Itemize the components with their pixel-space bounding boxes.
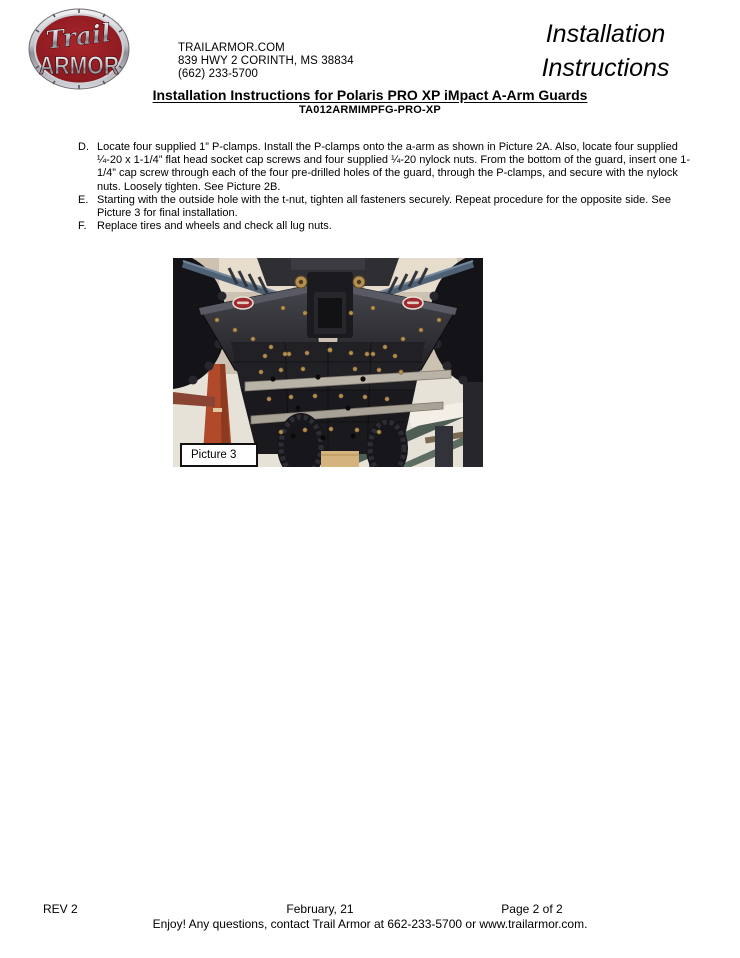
company-contact-block bbox=[178, 42, 354, 82]
doc-type-line1: Installation bbox=[545, 20, 666, 48]
footer-page-number: Page 2 of 2 bbox=[501, 902, 563, 916]
figure-caption-picture-3: Picture 3 bbox=[180, 443, 258, 467]
company-address: 839 HWY 2 CORINTH, MS 38834 bbox=[178, 55, 354, 68]
instruction-list bbox=[78, 141, 693, 233]
instruction-item-e bbox=[78, 194, 693, 220]
company-website: TRAILARMOR.COM bbox=[178, 42, 285, 54]
company-phone: (662) 233-5700 bbox=[178, 68, 259, 81]
footer-date: February, 21 bbox=[286, 902, 354, 916]
footer-contact-note: Enjoy! Any questions, contact Trail Armor at 662-233-5700 or www.trailarmor.com. bbox=[152, 917, 588, 931]
figure-picture-3 bbox=[173, 258, 483, 467]
logo-word-trail: Trail bbox=[44, 18, 113, 55]
item-letter: D. bbox=[78, 141, 89, 153]
part-number: TA012ARMIMPFG-PRO-XP bbox=[299, 104, 441, 116]
item-text: Replace tires and wheels and check all lug nuts. bbox=[97, 220, 332, 233]
doc-type-line2: Instructions bbox=[541, 54, 670, 82]
trail-armor-logo bbox=[28, 8, 130, 90]
logo-word-armor: ARMOR bbox=[39, 52, 119, 80]
doc-type-heading bbox=[498, 17, 713, 85]
item-letter: F. bbox=[78, 220, 87, 233]
utv-undercarriage-photo bbox=[173, 258, 483, 467]
footer-revision: REV 2 bbox=[43, 902, 78, 916]
item-text: Starting with the outside hole with the t-nut, tighten all fasteners securely. Repeat procedure for the opposite side. See Picture 3 for final installation. bbox=[97, 193, 671, 220]
item-text: Locate four supplied 1” P-clamps. Install the P-clamps onto the a-arm as shown in Picture 2A. Also, locate four supplied ¼-20 x 1-1/4” flat head socket cap screws and four supplied ¼-20 nylock nuts. From the bottom of the guard, insert one 1-1/4” cap screw through each of the four pre-drilled holes of the guard, through the P-clamps, and secure with the nylock nuts. Loosely tighten. See Picture 2B. bbox=[97, 141, 691, 193]
trail-armor-logo-badge-icon bbox=[28, 8, 130, 90]
instruction-item-f bbox=[78, 220, 693, 233]
page-title: Installation Instructions for Polaris PRO XP iMpact A-Arm Guards bbox=[152, 87, 588, 103]
title-row bbox=[0, 87, 740, 105]
item-letter: E. bbox=[78, 193, 89, 206]
instruction-item-d bbox=[78, 141, 693, 194]
